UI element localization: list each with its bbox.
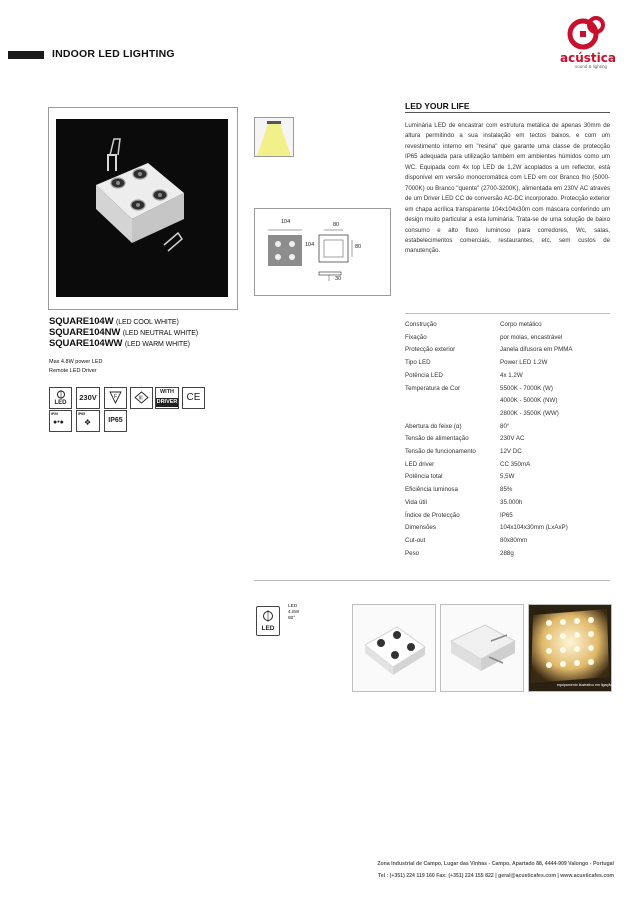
dim-side-top: 80 xyxy=(333,222,340,228)
spec-label: Potência LED xyxy=(405,371,443,379)
product-photo xyxy=(48,107,238,310)
spec-value: 288g xyxy=(500,549,514,557)
led-bottom-icon xyxy=(256,606,280,636)
spec-label: Protecção exterior xyxy=(405,346,456,354)
header-bar xyxy=(8,51,44,59)
page-title: INDOOR LED LIGHTING xyxy=(52,48,175,60)
spec-label: Índice de Protecção xyxy=(405,511,460,519)
svg-text:F: F xyxy=(114,394,118,400)
footer-address: Zona Industrial de Campo, Lugar das Vinhas - Campo, Apartado 88, 4444-909 Valongo - Portugal xyxy=(377,861,614,867)
spec-label: Potência total xyxy=(405,473,443,481)
spec-label: LED driver xyxy=(405,460,435,468)
spec-label: Peso xyxy=(405,549,420,557)
thumbnail-back xyxy=(440,604,524,692)
ip65-cert xyxy=(104,410,127,432)
spec-value: 35.000h xyxy=(500,498,523,506)
drop-icon: ●•● xyxy=(53,419,64,426)
spec-value: Janela difusora em PMMA xyxy=(500,346,573,354)
diffuse-icon: ❖ xyxy=(84,418,92,427)
dim-width-top: 104 xyxy=(281,219,291,225)
spec-value: Power LED 1.2W xyxy=(500,359,548,367)
spec-value: CC 350mA xyxy=(500,460,531,468)
spec-value: 5,5W xyxy=(500,473,515,481)
spec-value: 4x 1.2W xyxy=(500,371,523,379)
spec-label: Tensão de alimentação xyxy=(405,435,469,443)
spec-label: Construção xyxy=(405,321,437,328)
led-bottom-label: LED xyxy=(261,625,275,632)
class-cert xyxy=(130,387,153,409)
spec-label: Dimensões xyxy=(405,524,436,532)
model-code: SQUARE104W xyxy=(49,316,114,327)
model-tone: (LED WARM WHITE) xyxy=(124,341,190,348)
ce-mark: CE xyxy=(186,392,201,403)
f-mark-cert xyxy=(104,387,127,409)
model-line-cool xyxy=(49,316,179,327)
spec-value: 4000K - 5000K (NW) xyxy=(500,397,558,405)
section-divider xyxy=(405,112,610,113)
ip20-label: IP20 xyxy=(51,412,59,416)
svg-text:III: III xyxy=(138,395,143,402)
spec-value: 80x80mm xyxy=(500,536,528,544)
thumbnail-front xyxy=(352,604,436,692)
section-title: LED YOUR LIFE xyxy=(405,101,470,111)
dim-height-left: 104 xyxy=(305,242,315,248)
light-beam-icon xyxy=(255,118,293,156)
logo-tagline: sound & lighting xyxy=(575,64,608,69)
spec-label: Fixação xyxy=(405,333,427,341)
thumbnail-front-image xyxy=(353,605,435,691)
spec-label: Eficiência luminosa xyxy=(405,486,458,494)
led-mini-line: LED xyxy=(288,604,298,609)
spec-value: IP65 xyxy=(500,511,513,519)
with-label: WITH xyxy=(159,389,175,395)
ce-cert xyxy=(182,387,205,409)
model-tone: (LED COOL WHITE) xyxy=(116,319,179,326)
spec-label: Tensão de funcionamento xyxy=(405,448,476,455)
spec-value: 2800K - 3500K (WW) xyxy=(500,409,559,417)
spec-label: Abertura do feixe (α) xyxy=(405,422,462,430)
dim-side-right: 80 xyxy=(355,244,362,250)
spec-label: Temperatura de Cor xyxy=(405,384,461,392)
logo-mark-icon xyxy=(565,15,609,51)
dimension-drawing xyxy=(255,209,390,295)
thumbnail-lit-image xyxy=(529,605,611,691)
spec-value: 5500K - 7000K (W) xyxy=(500,384,553,392)
thumbnail-back-image xyxy=(441,605,523,691)
product-image xyxy=(56,119,228,297)
ip65-label: IP65 xyxy=(108,417,123,424)
driver-label: DRIVER xyxy=(156,399,178,405)
note-driver: Remote LED Driver xyxy=(49,368,97,374)
model-code: SQUARE104NW xyxy=(49,327,121,338)
spec-value: 85% xyxy=(500,486,513,494)
f-mark-icon xyxy=(109,391,122,404)
thumbnail-lit xyxy=(528,604,612,692)
spec-label: Cut-out xyxy=(405,536,426,544)
spec-top-divider xyxy=(405,313,610,314)
class-iii-icon xyxy=(134,391,149,404)
led-cert xyxy=(49,387,72,409)
beam-icon-frame xyxy=(254,117,294,157)
model-code: SQUARE104WW xyxy=(49,338,123,349)
voltage-label: 230V xyxy=(79,393,97,402)
product-description: Luminária LED de encastrar com estrutura metálica de apenas 30mm de altura permitindo a sua instalação em tectos baixos, e com um revestimento interno em "resina" que garante uma classe de protecção IP65 adequada para utilização também em ambientes húmidos como um WC. Equipada com 4x top LED de 1,2W acoplados a um reflector, está disponível em versão monocromática com LED em cor Branco frio (5000-7000K) ou Branco "quente" (2700-3200K), alimentada em 230V AC através de um Driver LED CC de conversão AC-DC incorporado. Protecção exterior em chapa acrílica transparente 104x104x30m com máscara conferindo um design muito particular a esta luminária. Trata-se de uma solução de baixo consumo e alto fluxo luminoso para corredores, Wc, salas, estabelecimentos comerciais, restaurantes, etc, sem custos de manutenção. xyxy=(405,122,610,255)
dim-depth: 30 xyxy=(335,276,342,282)
spec-value: 104x104x30mm (LxAxP) xyxy=(500,524,568,532)
ip65-small-cert xyxy=(76,410,100,432)
spec-bottom-divider xyxy=(254,580,610,581)
spec-label: Vida útil xyxy=(405,498,427,506)
model-line-warm xyxy=(49,338,190,349)
model-line-neutral xyxy=(49,327,198,338)
led-bulb-icon xyxy=(262,610,274,622)
spec-value: 230V AC xyxy=(500,435,525,443)
model-tone: (LED NEUTRAL WHITE) xyxy=(122,330,199,337)
driver-cert xyxy=(155,387,179,409)
spec-value: 12V DC xyxy=(500,448,522,455)
led-bulb-icon xyxy=(56,390,66,399)
spec-label: Tipo LED xyxy=(405,359,431,367)
thumbnail-caption: equipamento ilustrativo em ligação xyxy=(557,683,613,687)
ip20-cert xyxy=(49,410,72,432)
technical-drawing xyxy=(254,208,391,296)
led-cert-label: LED xyxy=(54,400,67,406)
ip65-small-label: IP65 xyxy=(78,412,86,416)
spec-value: por molas, encastrável xyxy=(500,333,563,341)
product-photo-background xyxy=(56,119,228,297)
led-specs-mini xyxy=(288,604,299,622)
spec-value: 80° xyxy=(500,422,510,430)
footer-contacts: Tel : (+351) 224 119 160 Fax: (+351) 224 155 822 | geral@acusticafes.com | www.acusticafes.com xyxy=(377,873,614,879)
spec-value: Corpo metálico xyxy=(500,321,542,328)
note-power: Max 4.8W power LED xyxy=(49,359,103,365)
led-mini-line: 4.8W xyxy=(288,610,300,615)
led-mini-line: 80° xyxy=(288,616,296,621)
voltage-cert xyxy=(76,387,100,409)
logo-word: acústica xyxy=(560,51,616,65)
